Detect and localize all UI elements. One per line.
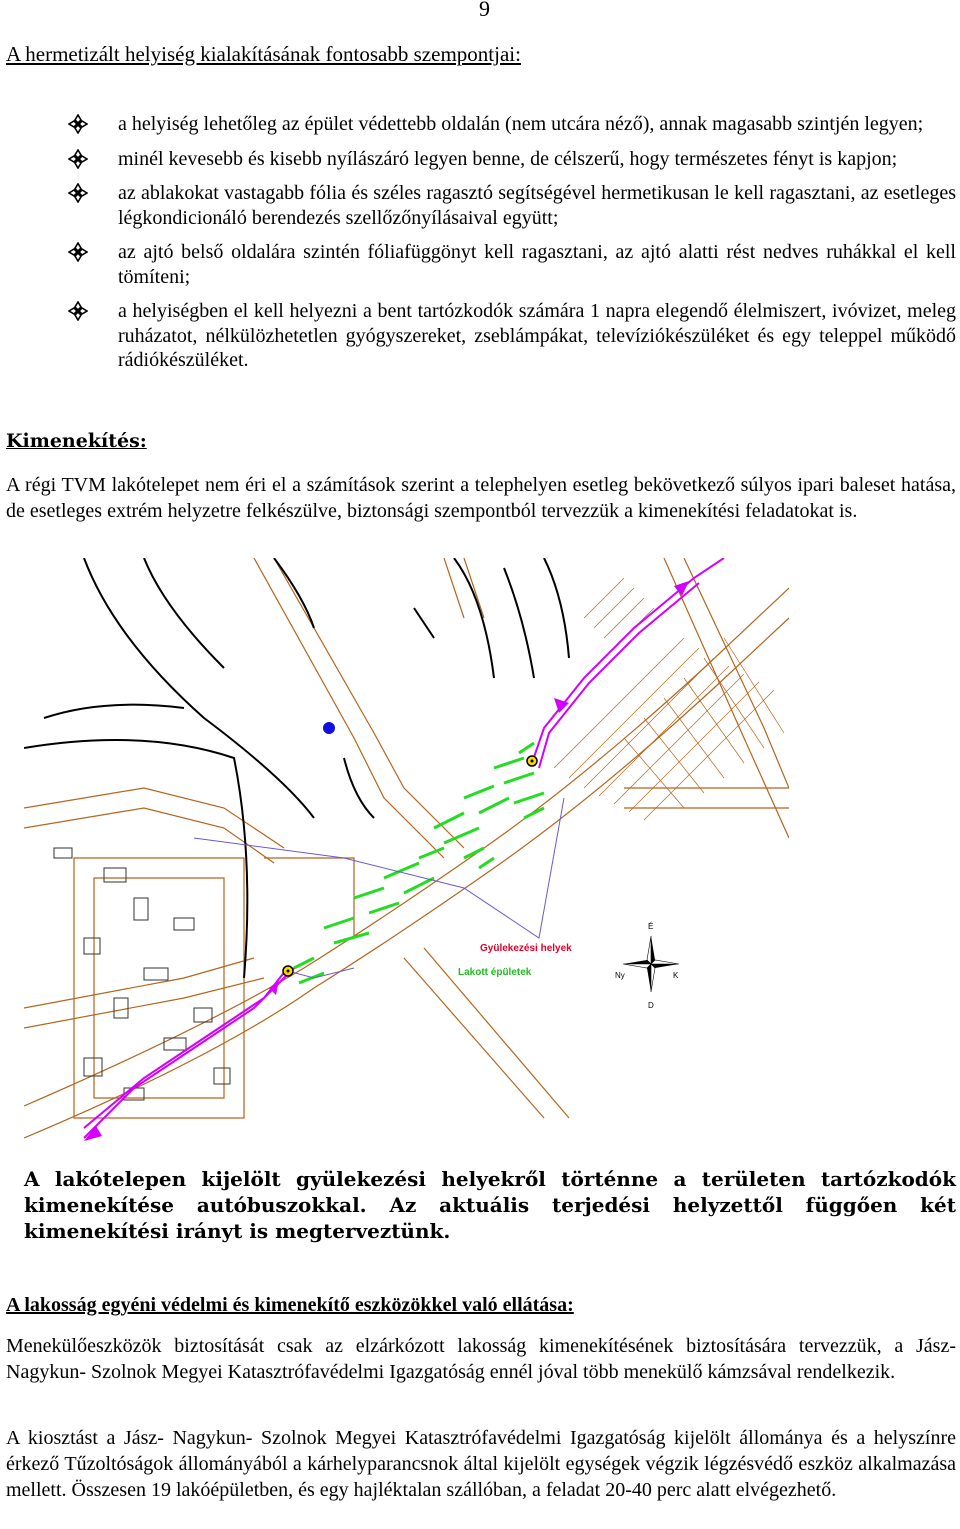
diamond-bullet-icon bbox=[68, 301, 88, 321]
page-number: 9 bbox=[479, 0, 490, 21]
compass-south: D bbox=[648, 1001, 654, 1010]
diamond-bullet-icon bbox=[68, 149, 88, 169]
diamond-bullet-icon bbox=[68, 183, 88, 203]
list-item bbox=[68, 147, 956, 172]
diamond-bullet-icon bbox=[68, 242, 88, 262]
bullet-text: az ablakokat vastagabb fólia és széles ragasztó segítségével hermetikusan le kell ragasztani, az esetleges légkondicionáló berendezés szellőzőnyílásaival együtt; bbox=[118, 182, 956, 229]
list-item bbox=[68, 299, 956, 373]
compass-east: K bbox=[673, 971, 679, 980]
list-item bbox=[68, 240, 956, 289]
kimenekites-heading: Kimenekítés: bbox=[6, 430, 147, 452]
list-item bbox=[68, 112, 956, 137]
compass-north: É bbox=[648, 922, 654, 931]
bullet-text: a helyiség lehetőleg az épület védettebb oldalán (nem utcára néző), annak magasabb szintjén legyen; bbox=[118, 113, 924, 135]
bold-paragraph: A lakótelepen kijelölt gyülekezési helyekről történne a területen tartózkodók kimenekítése autóbuszokkal. Az aktuális terjedési helyzettől függően két kimenekítési irányt is megterveztünk. bbox=[24, 1167, 956, 1243]
bullet-text: az ajtó belső oldalára szintén fóliafüggönyt kell ragasztani, az ajtó alatti rést nedves ruhákkal el kell tömíteni; bbox=[118, 241, 956, 288]
evacuation-map bbox=[24, 558, 789, 1144]
bullet-text: a helyiségben el kell helyezni a bent tartózkodók számára 1 napra elegendő élelmiszert, ivóvizet, meleg ruházatot, nélkülözhetetlen gyógyszereket, zseblámpákat, televíziókészüléket és egy teleppel működő rádiókészüléket. bbox=[118, 300, 956, 371]
compass-west: Ny bbox=[615, 971, 625, 980]
bullet-text: minél kevesebb és kisebb nyílászáró legyen benne, de célszerű, hogy természetes fényt is kapjon; bbox=[118, 147, 898, 170]
diamond-bullet-icon bbox=[68, 114, 88, 134]
subheading: A lakosság egyéni védelmi és kimenekítő eszközökkel való ellátása: bbox=[6, 1294, 574, 1316]
legend-gathering-label: Gyülekezési helyek bbox=[480, 943, 572, 954]
legend-buildings-label: Lakott épületek bbox=[458, 967, 532, 978]
kimenekites-paragraph: A régi TVM lakótelepet nem éri el a számítások szerint a telephelyen esetleg bekövetkező súlyos ipari baleset hatása, de esetleges extrém helyzetre felkészülve, biztonsági szempontból tervezzük a kimenekítési feladatokat is. bbox=[6, 474, 956, 522]
paragraph-2: A kiosztást a Jász- Nagykun- Szolnok Megyei Katasztrófavédelmi Igazgatóság kijelölt állománya és a helyszínre érkező Tűzoltóságok állományából a kárhelyparancsnok által kijelölt egységek végzik légzésvédő eszköz alkalmazása mellett. Összesen 19 lakóépületben, és egy hajléktalan szállóban, a feladat 20-40 perc alatt elvégezhető. bbox=[6, 1427, 956, 1501]
list-item bbox=[68, 181, 956, 230]
paragraph-1: Menekülőeszközök biztosítását csak az elzárkózott lakosság kimenekítésének biztosítására tervezzük, a Jász- Nagykun- Szolnok Megyei Katasztrófavédelmi Igazgatóság ennél jóval több menekülő kámzsával rendelkezik. bbox=[6, 1335, 956, 1383]
section-title: A hermetizált helyiség kialakításának fontosabb szempontjai: bbox=[6, 42, 521, 66]
marker-point bbox=[323, 722, 335, 734]
bullet-list bbox=[68, 112, 956, 383]
